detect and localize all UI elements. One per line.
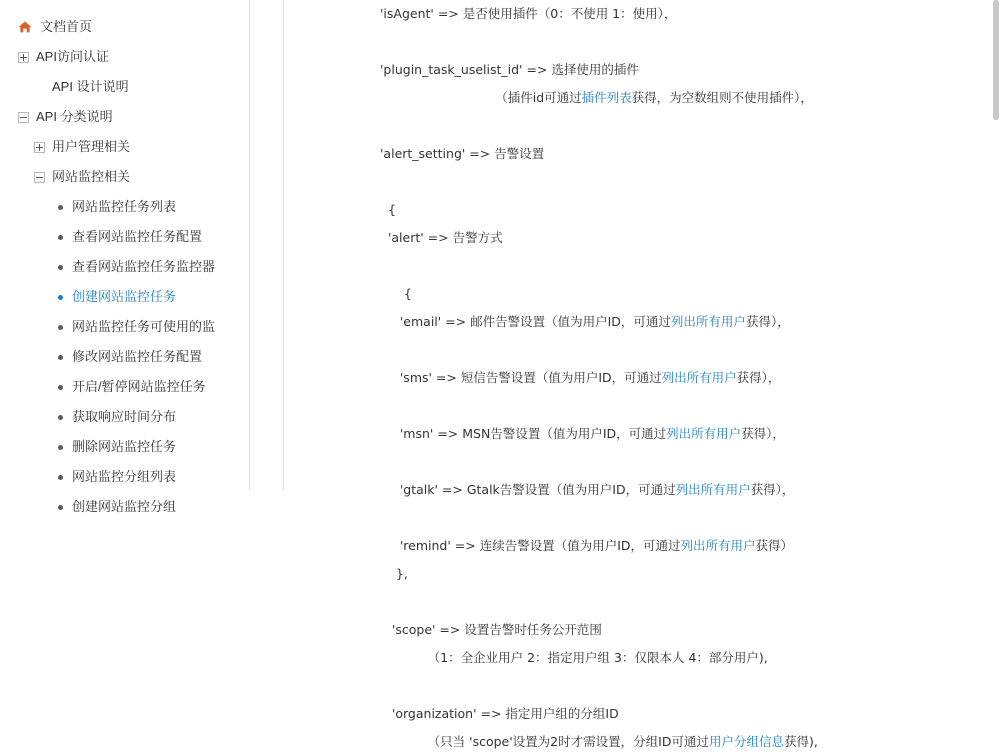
bullet-icon	[58, 415, 63, 420]
bullet-icon	[58, 265, 63, 270]
content-line	[380, 588, 976, 616]
api-parameter-description	[380, 0, 976, 756]
inline-link[interactable]: 列出所有用户	[666, 426, 742, 441]
text-segment: 'sms' => 短信告警设置（值为用户ID，可通过	[380, 370, 662, 385]
inline-link[interactable]: 用户分组信息	[708, 734, 784, 749]
content-line	[380, 476, 976, 504]
content-line	[380, 644, 976, 672]
content-line	[380, 280, 976, 308]
sidebar-item-16[interactable]	[0, 492, 249, 522]
sidebar-item-0[interactable]	[0, 12, 249, 42]
sidebar-item-13[interactable]	[0, 402, 249, 432]
sidebar-item-15[interactable]	[0, 462, 249, 492]
text-segment: 获得），	[745, 314, 790, 329]
content-line	[380, 168, 976, 196]
sidebar-item-11[interactable]	[0, 342, 249, 372]
inline-link[interactable]: 列出所有用户	[680, 538, 756, 553]
content-line	[380, 392, 976, 420]
content-line	[380, 728, 976, 756]
text-segment: 获得，为空数组则不使用插件），	[631, 90, 813, 105]
content-line	[380, 532, 976, 560]
inline-link[interactable]: 列出所有用户	[675, 482, 751, 497]
text-segment: （1：全企业用户 2：指定用户组 3：仅限本人 4：部分用户),	[380, 650, 768, 665]
sidebar-item-label: 网站监控任务列表	[72, 199, 177, 214]
content-line	[380, 140, 976, 168]
sidebar-navigation	[0, 0, 250, 514]
sidebar-item-label: 用户管理相关	[52, 139, 131, 154]
bullet-icon	[58, 505, 63, 510]
text-segment: 获得),	[783, 734, 818, 749]
bullet-icon	[58, 385, 63, 390]
content-line	[380, 0, 976, 28]
sidebar-item-8[interactable]	[0, 252, 249, 282]
sidebar-item-label: 网站监控相关	[52, 169, 131, 184]
sidebar-item-3[interactable]	[0, 102, 249, 132]
text-segment: 'gtalk' => Gtalk告警设置（值为用户ID，可通过	[380, 482, 676, 497]
sidebar-item-6[interactable]	[0, 192, 249, 222]
text-segment: 'email' => 邮件告警设置（值为用户ID，可通过	[380, 314, 671, 329]
text-segment: 'scope' => 设置告警时任务公开范围	[380, 622, 602, 637]
sidebar-item-1[interactable]	[0, 42, 249, 72]
content-line	[380, 504, 976, 532]
text-segment: 'isAgent' => 是否使用插件（0：不使用 1：使用），	[380, 6, 677, 21]
text-segment: 获得），	[741, 426, 785, 441]
scrollbar-thumb[interactable]	[993, 0, 999, 120]
home-icon	[18, 21, 32, 33]
sidebar-item-label: API 设计说明	[52, 79, 129, 94]
sidebar-item-4[interactable]	[0, 132, 249, 162]
text-segment: {	[380, 202, 396, 217]
sidebar-item-label: 开启/暂停网站监控任务	[72, 379, 206, 394]
text-segment: },	[380, 566, 408, 581]
bullet-icon	[58, 235, 63, 240]
text-segment: 'msn' => MSN告警设置（值为用户ID，可通过	[380, 426, 667, 441]
bullet-icon	[58, 325, 63, 330]
content-line	[380, 196, 976, 224]
sidebar-item-label: 创建网站监控分组	[72, 499, 177, 514]
text-segment: 'plugin_task_uselist_id' => 选择使用的插件	[380, 62, 639, 77]
bullet-icon	[58, 445, 63, 450]
content-line	[380, 616, 976, 644]
content-line	[380, 448, 976, 476]
sidebar-item-label: 删除网站监控任务	[72, 439, 177, 454]
page-scrollbar[interactable]	[992, 0, 1000, 490]
sidebar-item-label: 修改网站监控任务配置	[72, 349, 203, 364]
sidebar-item-label: 查看网站监控任务配置	[72, 229, 203, 244]
sidebar-item-label: 网站监控分组列表	[72, 469, 177, 484]
sidebar-item-label: API访问认证	[36, 49, 109, 64]
text-segment: 获得），	[736, 370, 781, 385]
collapse-toggle-icon[interactable]	[34, 172, 45, 183]
sidebar-item-5[interactable]	[0, 162, 249, 192]
content-line	[380, 420, 976, 448]
text-segment: 'remind' => 连续告警设置（值为用户ID，可通过	[380, 538, 681, 553]
text-segment: 'alert_setting' => 告警设置	[380, 146, 545, 161]
sidebar-item-label: 创建网站监控任务	[72, 289, 177, 304]
inline-link[interactable]: 列出所有用户	[661, 370, 737, 385]
content-line	[380, 700, 976, 728]
text-segment: 获得），	[750, 482, 795, 497]
sidebar-item-label: 获取响应时间分布	[72, 409, 177, 424]
text-segment: 获得）	[755, 538, 794, 553]
content-line	[380, 28, 976, 56]
expand-toggle-icon[interactable]	[34, 142, 45, 153]
content-line	[380, 56, 976, 84]
bullet-icon	[58, 355, 63, 360]
content-line	[380, 364, 976, 392]
sidebar-item-2[interactable]	[0, 72, 249, 102]
content-line	[380, 672, 976, 700]
content-gutter	[250, 0, 284, 490]
text-segment: {	[380, 286, 412, 301]
text-segment: （插件id可通过	[380, 90, 582, 105]
sidebar-item-label: API 分类说明	[36, 109, 113, 124]
sidebar-item-10[interactable]	[0, 312, 249, 342]
content-line	[380, 560, 976, 588]
sidebar-item-label: 文档首页	[40, 19, 93, 34]
expand-toggle-icon[interactable]	[18, 52, 29, 63]
bullet-icon	[58, 295, 63, 300]
sidebar-item-label: 网站监控任务可使用的监	[72, 319, 216, 334]
content-line	[380, 112, 976, 140]
indent-spacer	[34, 82, 45, 93]
text-segment: （只当 'scope'设置为2时才需设置，分组ID可通过	[380, 734, 709, 749]
sidebar-item-9[interactable]	[0, 282, 249, 312]
bullet-icon	[58, 205, 63, 210]
text-segment: 'organization' => 指定用户组的分组ID	[380, 706, 619, 721]
content-line	[380, 336, 976, 364]
sidebar-item-7[interactable]	[0, 222, 249, 252]
text-segment: 'alert' => 告警方式	[380, 230, 503, 245]
content-line	[380, 252, 976, 280]
bullet-icon	[58, 475, 63, 480]
main-content	[284, 0, 1000, 749]
collapse-toggle-icon[interactable]	[18, 112, 29, 123]
sidebar-item-label: 查看网站监控任务监控器	[72, 259, 216, 274]
inline-link[interactable]: 插件列表	[581, 90, 632, 105]
content-line	[380, 84, 976, 112]
content-line	[380, 224, 976, 252]
inline-link[interactable]: 列出所有用户	[670, 314, 746, 329]
sidebar-item-14[interactable]	[0, 432, 249, 462]
content-line	[380, 308, 976, 336]
sidebar-item-12[interactable]	[0, 372, 249, 402]
